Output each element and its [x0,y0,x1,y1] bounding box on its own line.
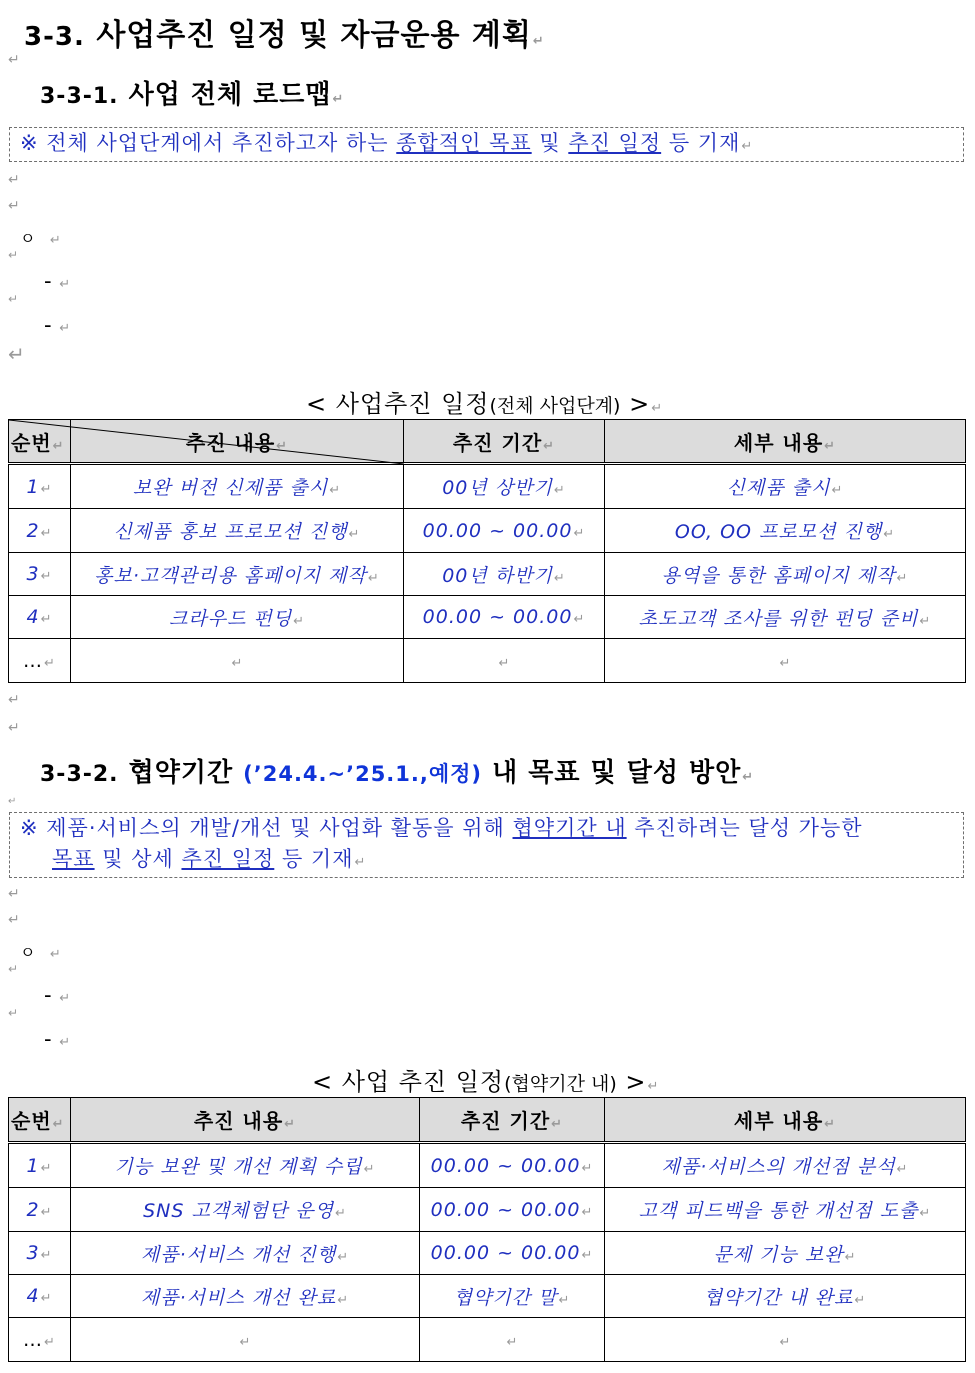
dash-item[interactable]: - ↵ [44,1027,71,1051]
schedule-table-agreement [8,1097,966,1362]
cell-content[interactable]: 크라우드 펀딩↵ [71,596,404,639]
cell-no[interactable]: 3↵ [9,553,71,596]
cell-content[interactable]: 신제품 홍보 프로모션 진행↵ [71,509,404,553]
return-mark: ↵ [8,342,25,366]
table-row[interactable] [9,1143,966,1188]
guide-note-agreement [9,812,964,878]
return-mark: ↵ [8,720,20,736]
cell-period[interactable]: 00.00 ~ 00.00↵ [420,1232,605,1275]
cell-no[interactable]: 3↵ [9,1232,71,1275]
cell-detail[interactable]: 초도고객 조사를 위한 펀딩 준비↵ [605,596,966,639]
cell-no[interactable]: 1↵ [9,464,71,509]
cell-content[interactable]: ↵ [71,1318,420,1362]
table-row[interactable] [9,509,966,553]
return-mark: ↵ [8,796,17,807]
cell-content[interactable]: 제품·서비스 개선 진행↵ [71,1232,420,1275]
guide-note-roadmap: ※ 전체 사업단계에서 추진하고자 하는 종합적인 목표 및 추진 일정 등 기재↵ [9,127,964,162]
schedule-table-overall [8,419,966,683]
table-row[interactable] [9,464,966,509]
cell-content[interactable]: SNS 고객체험단 운영↵ [71,1188,420,1232]
return-mark: ↵ [8,172,20,188]
table-row[interactable] [9,1232,966,1275]
cell-no[interactable]: 1↵ [9,1143,71,1188]
table-caption-agreement: < 사업 추진 일정(협약기간 내) >↵ [312,1068,660,1096]
table-header-row [9,420,966,464]
return-mark: ↵ [8,886,20,902]
table-caption-overall: < 사업추진 일정(전체 사업단계) >↵ [306,390,664,418]
header-cell-content: 추진 내용↵ [71,1098,420,1143]
cell-detail[interactable]: 고객 피드백을 통한 개선점 도출↵ [605,1188,966,1232]
note-line-1: ※ 제품·서비스의 개발/개선 및 사업화 활동을 위해 협약기간 내 추진하려는 달성 가능한 [20,816,863,840]
cell-detail[interactable]: ↵ [605,1318,966,1362]
return-mark: ↵ [8,248,19,262]
cell-period[interactable]: 00.00 ~ 00.00↵ [420,1188,605,1232]
header-cell-detail: 세부 내용↵ [605,1098,966,1143]
header-cell-no: 순번↵ [9,1098,71,1143]
cell-period[interactable]: ↵ [420,1318,605,1362]
return-mark: ↵ [8,962,19,976]
return-mark: ↵ [8,1006,19,1020]
cell-detail[interactable]: ↵ [605,639,966,683]
header-cell-content: 추진 내용↵ [71,420,404,464]
cell-no[interactable]: 4↵ [9,596,71,639]
cell-detail[interactable]: OO, OO 프로모션 진행↵ [605,509,966,553]
section-title: 3-3. 사업추진 일정 및 자금운용 계획↵ [24,18,545,53]
bullet-item[interactable]: ㅇ ↵ [20,943,61,962]
return-mark: ↵ [8,912,20,928]
cell-no[interactable]: …↵ [9,1318,71,1362]
header-cell-detail: 세부 내용↵ [605,420,966,464]
table-row[interactable] [9,553,966,596]
note-line-2: 목표 및 상세 추진 일정 등 기재↵ [52,847,367,871]
return-mark: ↵ [8,52,20,68]
table-row[interactable] [9,1318,966,1362]
return-mark: ↵ [8,692,20,708]
cell-period[interactable]: 00.00 ~ 00.00↵ [404,509,605,553]
cell-content[interactable]: 제품·서비스 개선 완료↵ [71,1275,420,1318]
header-cell-no: 순번↵ [9,420,71,464]
cell-no[interactable]: …↵ [9,639,71,683]
table-row[interactable] [9,1188,966,1232]
return-mark: ↵ [8,198,20,214]
table-row[interactable] [9,639,966,683]
cell-period[interactable]: 협약기간 말↵ [420,1275,605,1318]
cell-no[interactable]: 2↵ [9,509,71,553]
table-row[interactable] [9,1275,966,1318]
cell-period[interactable]: ↵ [404,639,605,683]
bullet-item[interactable]: ㅇ ↵ [20,229,61,248]
table-row[interactable] [9,596,966,639]
cell-period[interactable]: 00년 하반기↵ [404,553,605,596]
cell-detail[interactable]: 협약기간 내 완료↵ [605,1275,966,1318]
cell-content[interactable]: 보완 버전 신제품 출시↵ [71,464,404,509]
cell-detail[interactable]: 용역을 통한 홈페이지 제작↵ [605,553,966,596]
subsection-title-roadmap: 3-3-1. 사업 전체 로드맵↵ [40,80,345,110]
subsection-title-agreement: 3-3-2. 협약기간 (’24.4.~’25.1.,예정) 내 목표 및 달성 방안↵ [40,758,755,788]
cell-content[interactable]: 기능 보완 및 개선 계획 수립↵ [71,1143,420,1188]
header-cell-period: 추진 기간↵ [420,1098,605,1143]
header-cell-period: 추진 기간↵ [404,420,605,464]
dash-item[interactable]: - ↵ [44,313,71,337]
cell-no[interactable]: 2↵ [9,1188,71,1232]
table-header-row [9,1098,966,1143]
cell-detail[interactable]: 신제품 출시↵ [605,464,966,509]
cell-content[interactable]: 홍보·고객관리용 홈페이지 제작↵ [71,553,404,596]
return-mark: ↵ [8,292,19,306]
cell-detail[interactable]: 제품·서비스의 개선점 분석↵ [605,1143,966,1188]
cell-period[interactable]: 00.00 ~ 00.00↵ [420,1143,605,1188]
cell-period[interactable]: 00.00 ~ 00.00↵ [404,596,605,639]
dash-item[interactable]: - ↵ [44,983,71,1007]
dash-item[interactable]: - ↵ [44,269,71,293]
cell-detail[interactable]: 문제 기능 보완↵ [605,1232,966,1275]
cell-no[interactable]: 4↵ [9,1275,71,1318]
cell-period[interactable]: 00년 상반기↵ [404,464,605,509]
cell-content[interactable]: ↵ [71,639,404,683]
